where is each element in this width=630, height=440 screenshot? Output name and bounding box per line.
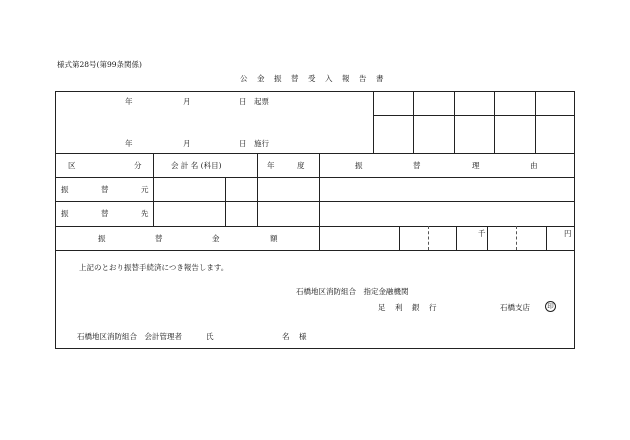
title-char: 告: [359, 74, 367, 83]
executed-label: 施行: [254, 139, 269, 148]
accounting-manager: 石橋地区消防組合 会計管理者: [77, 332, 182, 341]
col-year-char: 度: [297, 161, 305, 170]
unit-thousand: 千: [478, 229, 486, 238]
rule-stamp: [373, 91, 374, 153]
form-number: 様式第28号(第99条関係): [57, 60, 142, 69]
branch-name: 石橋支店: [500, 303, 530, 312]
rule-stamp-middle: [373, 115, 575, 116]
date-year: 年: [125, 139, 133, 148]
rule-amount-bottom: [55, 250, 575, 251]
report-statement: 上記のとおり振替手続済につき報告します。: [79, 263, 229, 272]
date-day: 日: [239, 97, 247, 106]
col-account: 会 計 名 (科目): [171, 161, 222, 170]
honorific: 様: [299, 332, 307, 341]
bank-char: 行: [429, 303, 437, 312]
rule-digit-dashed: [428, 226, 429, 250]
row-amount-char: 金: [212, 234, 220, 243]
title-char: 受: [308, 74, 316, 83]
col-reason-char: 替: [413, 161, 421, 170]
designated-institution: 石橋地区消防組合 指定金融機関: [296, 287, 409, 296]
col-category-char: 区: [68, 161, 76, 170]
col-reason-char: 理: [472, 161, 480, 170]
title-char: 書: [376, 74, 384, 83]
col-year-char: 年: [267, 161, 275, 170]
rule-digit: [456, 226, 457, 250]
rule-col-account: [257, 153, 258, 226]
row-amount-char: 替: [155, 234, 163, 243]
row-destination-char: 替: [101, 209, 109, 218]
bank-char: 銀: [412, 303, 420, 312]
rule-digit: [546, 226, 547, 250]
rule-digit: [487, 226, 488, 250]
row-amount-char: 額: [270, 234, 278, 243]
date-month: 月: [183, 97, 191, 106]
rule-stamp: [454, 91, 455, 153]
rule-col-category: [153, 153, 154, 226]
col-reason-char: 振: [355, 161, 363, 170]
title-char: 替: [291, 74, 299, 83]
bank-char: 利: [395, 303, 403, 312]
date-day: 日: [239, 139, 247, 148]
name-char: 名: [282, 332, 290, 341]
rule-source-bottom: [55, 201, 575, 202]
drafted-label: 起票: [254, 97, 269, 106]
rule-destination-bottom: [55, 226, 575, 227]
name-char: 氏: [206, 332, 214, 341]
rule-col-account-split: [225, 177, 226, 226]
rule-stamp: [494, 91, 495, 153]
form-frame: [55, 91, 575, 349]
rule-col-year: [319, 153, 320, 250]
title-char: 公: [240, 74, 248, 83]
row-destination-char: 先: [141, 209, 149, 218]
row-amount-char: 振: [98, 234, 106, 243]
row-source-char: 振: [61, 185, 69, 194]
title-char: 振: [274, 74, 282, 83]
rule-header-bottom: [55, 153, 575, 154]
date-year: 年: [125, 97, 133, 106]
title-char: 入: [325, 74, 333, 83]
rule-stamp: [535, 91, 536, 153]
title-char: 金: [257, 74, 265, 83]
row-destination-char: 振: [61, 209, 69, 218]
title-char: 報: [342, 74, 350, 83]
row-source-char: 元: [141, 185, 149, 194]
row-source-char: 替: [101, 185, 109, 194]
rule-digit: [399, 226, 400, 250]
rule-digit-dashed: [516, 226, 517, 250]
col-reason-char: 由: [530, 161, 538, 170]
bank-char: 足: [378, 303, 386, 312]
rule-stamp: [413, 91, 414, 153]
rule-columns-bottom: [55, 177, 575, 178]
seal-mark: 印: [545, 301, 556, 312]
unit-yen: 円: [564, 229, 572, 238]
date-month: 月: [183, 139, 191, 148]
col-category-char: 分: [134, 161, 142, 170]
